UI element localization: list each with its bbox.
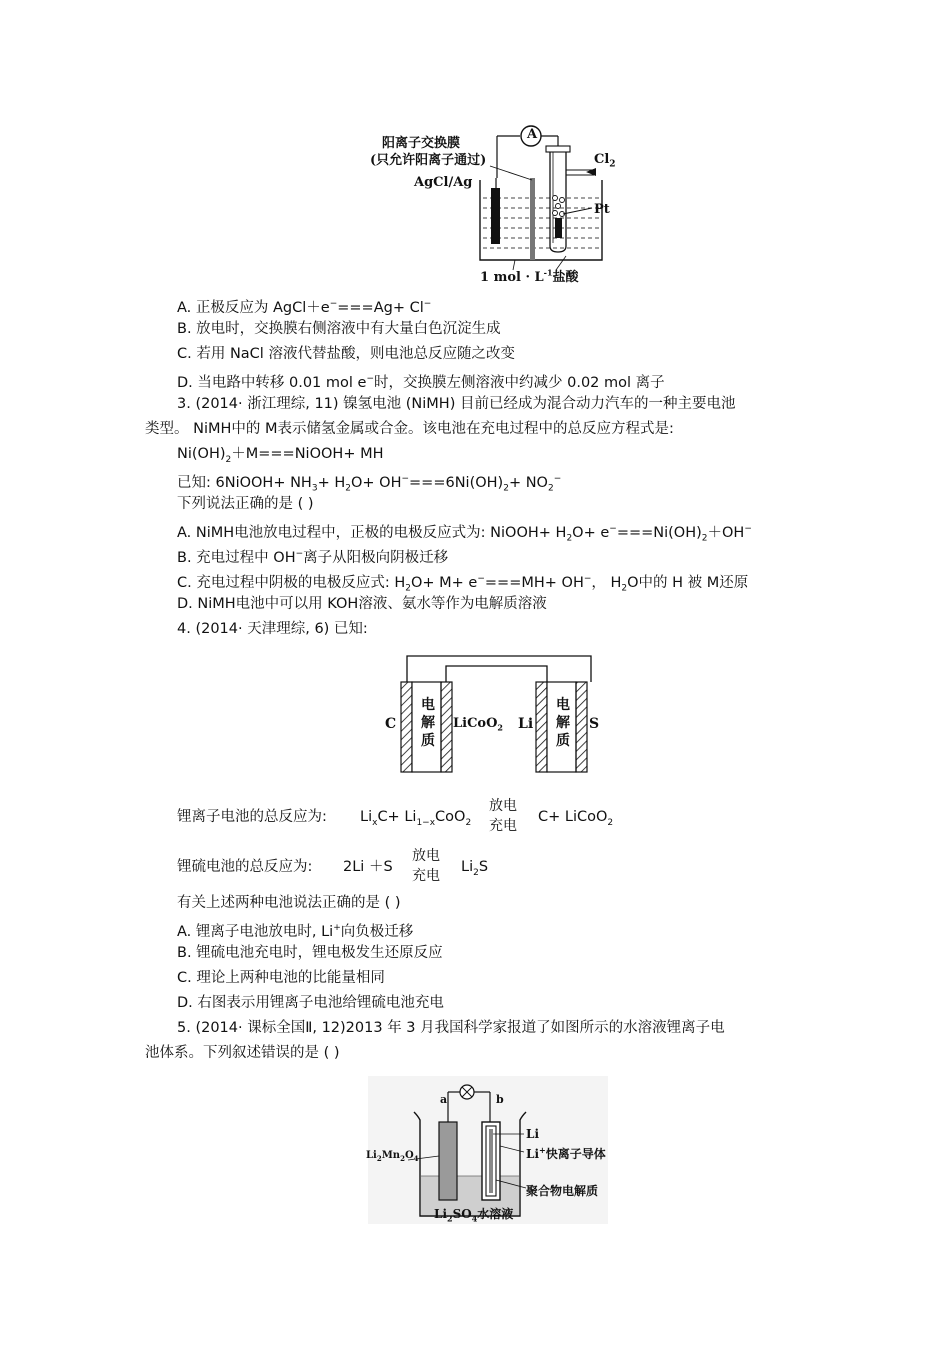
figure-two-cells bbox=[380, 650, 620, 780]
q4-stem: 4. (2014· 天津理综, 6) 已知: bbox=[177, 621, 368, 637]
fig3-b-label: b bbox=[496, 1093, 504, 1106]
membrane-label-2: (只允许阳离子通过) bbox=[370, 153, 487, 168]
fig3-limn2o4-label: $Li_2Mn_2O_4$ bbox=[366, 1150, 419, 1163]
fig2-c-label: C bbox=[385, 716, 397, 732]
q3-stem-1: 3. (2014· 浙江理综, 11) 镍氢电池 (NiMH) 目前已经成为混合动力汽车的一种主要电池 bbox=[177, 396, 736, 412]
q4-rx2-conditions: 放电 充电 bbox=[412, 848, 440, 884]
q4-rx1-left: $Li_xC+ Li_{1-x}CoO_2$ bbox=[360, 809, 472, 828]
q4-rx2-left: 2Li ＋S bbox=[343, 859, 393, 875]
q3-option-b: B. 充电过程中 OH−离子从阳极向阴极迁移 bbox=[177, 549, 449, 566]
q3-stem-2: 类型。 NiMH中的 M表示储氢金属或合金。该电池在充电过程中的总反应方程式是: bbox=[145, 421, 674, 437]
fig2-electrolyte-right: 电 解 质 bbox=[556, 697, 570, 749]
q4-rx1-label: 锂离子电池的总反应为: bbox=[177, 809, 327, 825]
q4-ask: 有关上述两种电池说法正确的是 ( ) bbox=[177, 895, 401, 911]
fig3-li-label: Li bbox=[526, 1127, 539, 1141]
ammeter-label: A bbox=[527, 127, 538, 142]
agcl-label: AgCl/Ag bbox=[414, 175, 473, 190]
q2-option-d: D. 当电路中转移 0.01 mol e−时，交换膜左侧溶液中约减少 0.02 mol 离子 bbox=[177, 374, 665, 391]
fig3-li-ion-label: Li+快离子导体 bbox=[526, 1145, 606, 1161]
fig2-electrolyte-left: 电 解 质 bbox=[421, 697, 435, 749]
hcl-label: 1 mol · $L^{-1}$盐酸 bbox=[480, 267, 579, 285]
q3-option-d: D. NiMH电池中可以用 KOH溶液、氨水等作为电解质溶液 bbox=[177, 596, 547, 612]
fig2-licoo2-label: LiCoO$_2$ bbox=[453, 716, 503, 733]
q3-option-a: A. NiMH电池放电过程中，正极的电极反应式为: NiOOH+ $H_2O+ e^-===Ni(OH)_2+OH^-$ bbox=[177, 524, 752, 544]
membrane-label-1: 阳离子交换膜 bbox=[382, 136, 461, 151]
fig2-li-label: Li bbox=[518, 716, 534, 732]
q4-rx1-conditions: 放电 充电 bbox=[489, 798, 517, 834]
fig3-solution-label: $Li_2SO_4$水溶液 bbox=[434, 1207, 514, 1224]
q4-rx2-right: $Li_2S$ bbox=[461, 859, 489, 878]
q4-option-c: C. 理论上两种电池的比能量相同 bbox=[177, 970, 385, 986]
q5-stem-2: 池体系。下列叙述错误的是 ( ) bbox=[145, 1045, 340, 1061]
q4-rx1-right: C+ LiCoO$_2$ bbox=[538, 809, 614, 828]
q5-stem-1: 5. (2014· 课标全国Ⅱ, 12)2013 年 3 月我国科学家报道了如图所示的水溶液锂离子电 bbox=[177, 1020, 725, 1036]
q2-option-a: A. 正极反应为 AgCl＋e−===Ag+ Cl− bbox=[177, 299, 432, 316]
pt-label: Pt bbox=[594, 202, 610, 217]
fig3-polymer-label: 聚合物电解质 bbox=[526, 1184, 599, 1198]
q4-rx2-label: 锂硫电池的总反应为: bbox=[177, 859, 313, 875]
q3-equation: $Ni(OH)_2+M===NiOOH+$ MH bbox=[177, 446, 384, 465]
q4-option-d: D. 右图表示用锂离子电池给锂硫电池充电 bbox=[177, 995, 444, 1011]
q2-option-b: B. 放电时，交换膜右侧溶液中有大量白色沉淀生成 bbox=[177, 321, 501, 337]
cl2-label: $Cl_2$ bbox=[594, 152, 616, 170]
fig2-s-label: S bbox=[589, 716, 600, 732]
q2-option-c: C. 若用 NaCl 溶液代替盐酸，则电池总反应随之改变 bbox=[177, 346, 515, 362]
q3-known: 已知: 6NiOOH+ $NH_3+ H_2O+ OH^-===6Ni(OH)_2+ NO_2^-$ bbox=[177, 474, 562, 494]
q3-option-c: C. 充电过程中阴极的电极反应式: $H_2O+ M+ e^-===MH+ OH^-$， $H_2O$中的 H 被 M还原 bbox=[177, 574, 749, 594]
q4-option-a: A. 锂离子电池放电时, Li+向负极迁移 bbox=[177, 923, 414, 940]
fig3-a-label: a bbox=[440, 1093, 448, 1106]
q4-option-b: B. 锂硫电池充电时，锂电极发生还原反应 bbox=[177, 945, 443, 961]
q3-ask: 下列说法正确的是 ( ) bbox=[177, 496, 314, 512]
